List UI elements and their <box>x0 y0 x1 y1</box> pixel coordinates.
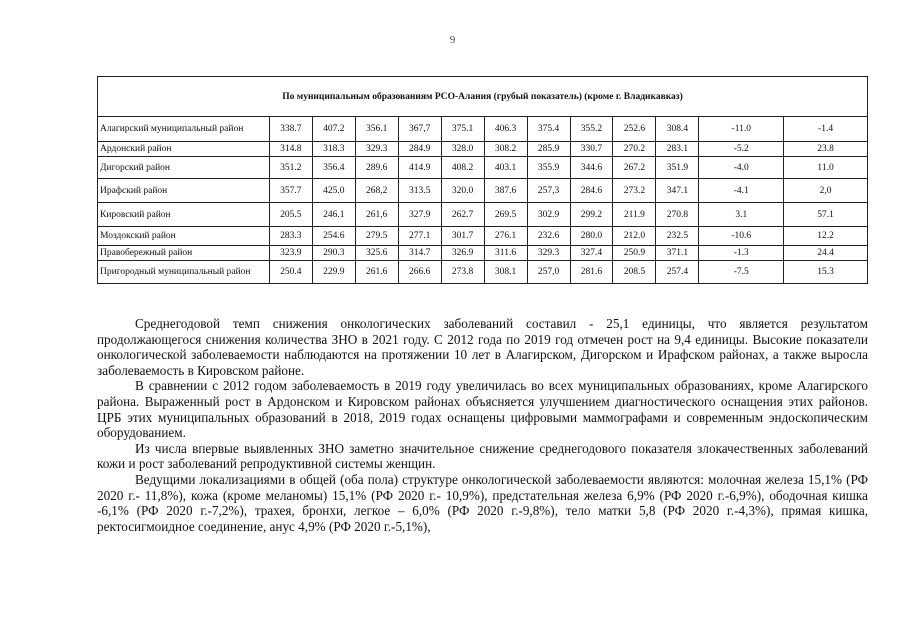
district-name: Пригородный муниципальный район <box>98 261 270 284</box>
table-cell: 273.8 <box>441 261 484 284</box>
incidence-table <box>97 76 868 284</box>
table-cell: 330.7 <box>570 142 613 157</box>
table-cell: -11.0 <box>699 117 784 142</box>
table-cell: 320.0 <box>441 179 484 203</box>
table-cell: 15.3 <box>784 261 868 284</box>
table-cell: -10.6 <box>699 227 784 246</box>
table-cell: 302.9 <box>527 203 570 227</box>
table-cell: 261.6 <box>355 261 398 284</box>
table-cell: 403.1 <box>484 157 527 179</box>
table-cell: 375.4 <box>527 117 570 142</box>
table-cell: 57.1 <box>784 203 868 227</box>
table-cell: 252.6 <box>613 117 656 142</box>
table-cell: 279.5 <box>355 227 398 246</box>
table-cell: 24.4 <box>784 246 868 261</box>
table-cell: 283.1 <box>656 142 699 157</box>
table-cell: 290.3 <box>312 246 355 261</box>
table-cell: 313.5 <box>398 179 441 203</box>
table-row <box>98 117 868 142</box>
district-name: Дигорский район <box>98 157 270 179</box>
table-row <box>98 142 868 157</box>
table-cell: 11.0 <box>784 157 868 179</box>
table-cell: 283.3 <box>269 227 312 246</box>
table-cell: 328.0 <box>441 142 484 157</box>
table-cell: 246.1 <box>312 203 355 227</box>
table-cell: 212.0 <box>613 227 656 246</box>
body-text <box>97 316 868 534</box>
table-cell: 267.2 <box>613 157 656 179</box>
table-title: По муниципальным образованиям РСО-Алания (грубый показатель) (кроме г. Владикавказ) <box>98 77 868 117</box>
table-cell: 257,0 <box>527 261 570 284</box>
table-cell: 414.9 <box>398 157 441 179</box>
table-cell: 268,2 <box>355 179 398 203</box>
table-row <box>98 179 868 203</box>
table-cell: 285.9 <box>527 142 570 157</box>
table-cell: 232.5 <box>656 227 699 246</box>
table-cell: 229.9 <box>312 261 355 284</box>
table-cell: 325.6 <box>355 246 398 261</box>
table-cell: 344.6 <box>570 157 613 179</box>
table-row <box>98 157 868 179</box>
table-cell: 355.2 <box>570 117 613 142</box>
table-cell: 289.6 <box>355 157 398 179</box>
table-cell: -1.3 <box>699 246 784 261</box>
district-name: Ардонский район <box>98 142 270 157</box>
table-cell: 205.5 <box>269 203 312 227</box>
table-cell: 266.6 <box>398 261 441 284</box>
table-row <box>98 261 868 284</box>
paragraph: Ведущими локализациями в общей (оба пола) структуре онкологической заболеваемости являются: молочная железа 15,1% (РФ 2020 г.- 11,8%), кожа (кроме меланомы) 15,1% (РФ 2020 г.- 10,9%), предстательная железа 6,9% (РФ 2020 г.-6,9%), ободочная кишка -6,1% (РФ 2020 г.-7,2%), трахея, бронхи, легкое – 6,0% (РФ 2020 г.-9,8%), тело матки 5,8 (РФ 2020 г.-4,3%), прямая кишка, ректосигмоидное соединение, анус 4,9% (РФ 2020 г.-5,1%), <box>97 471 868 534</box>
table-cell: 308.2 <box>484 142 527 157</box>
table-cell: 269.5 <box>484 203 527 227</box>
table-cell: -1.4 <box>784 117 868 142</box>
table-cell: 425.0 <box>312 179 355 203</box>
table-cell: 314.8 <box>269 142 312 157</box>
district-name: Моздокский район <box>98 227 270 246</box>
table-cell: 329.3 <box>355 142 398 157</box>
table-cell: 299.2 <box>570 203 613 227</box>
table-cell: 277.1 <box>398 227 441 246</box>
table-cell: 318.3 <box>312 142 355 157</box>
table-cell: 375.1 <box>441 117 484 142</box>
table-cell: 311.6 <box>484 246 527 261</box>
table-cell: 23.8 <box>784 142 868 157</box>
table-cell: 371.1 <box>656 246 699 261</box>
table-cell: 356.4 <box>312 157 355 179</box>
table-cell: 355.9 <box>527 157 570 179</box>
table-cell: 351.9 <box>656 157 699 179</box>
table-cell: 351.2 <box>269 157 312 179</box>
table-cell: 250.9 <box>613 246 656 261</box>
table-cell: 254.6 <box>312 227 355 246</box>
table-cell: 3.1 <box>699 203 784 227</box>
table-cell: 367,7 <box>398 117 441 142</box>
table-cell: 327.9 <box>398 203 441 227</box>
table-cell: 12.2 <box>784 227 868 246</box>
table-cell: 280.0 <box>570 227 613 246</box>
table-cell: 276.1 <box>484 227 527 246</box>
table-cell: 232.6 <box>527 227 570 246</box>
table-cell: -7.5 <box>699 261 784 284</box>
district-name: Кировский район <box>98 203 270 227</box>
table-cell: -4.1 <box>699 179 784 203</box>
table-cell: 408.2 <box>441 157 484 179</box>
paragraph: В сравнении с 2012 годом заболеваемость в 2019 году увеличилась во всех муниципальных образованиях, кроме Алагирского района. Выраженный рост в Ардонском и Кировском районах объясняется улучшением диагностического оснащения этих районов. ЦРБ этих муниципальных образований в 2018, 2019 годах оснащены цифровыми маммографами и современным эндоскопическим оборудованием. <box>97 378 868 441</box>
table-cell: 406.3 <box>484 117 527 142</box>
table-cell: 262.7 <box>441 203 484 227</box>
table-cell: 273.2 <box>613 179 656 203</box>
table-cell: 314.7 <box>398 246 441 261</box>
table-cell: 270.8 <box>656 203 699 227</box>
table-cell: 357.7 <box>269 179 312 203</box>
table-title-row <box>98 77 868 117</box>
table-cell: 347.1 <box>656 179 699 203</box>
table-row <box>98 203 868 227</box>
district-name: Правобережный район <box>98 246 270 261</box>
district-name: Ирафский район <box>98 179 270 203</box>
table-cell: 284.9 <box>398 142 441 157</box>
table-cell: -5.2 <box>699 142 784 157</box>
table-cell: 257.4 <box>656 261 699 284</box>
table-cell: 308.4 <box>656 117 699 142</box>
table-cell: 308.1 <box>484 261 527 284</box>
table-cell: 250.4 <box>269 261 312 284</box>
table-cell: 281.6 <box>570 261 613 284</box>
table-row <box>98 246 868 261</box>
table-cell: 327.4 <box>570 246 613 261</box>
table-cell: 323.9 <box>269 246 312 261</box>
table-cell: 257,3 <box>527 179 570 203</box>
table-cell: 208.5 <box>613 261 656 284</box>
table-cell: 284.6 <box>570 179 613 203</box>
table-cell: 261,6 <box>355 203 398 227</box>
table-cell: 326.9 <box>441 246 484 261</box>
table-cell: 356.1 <box>355 117 398 142</box>
table-cell: 407.2 <box>312 117 355 142</box>
table-cell: 211.9 <box>613 203 656 227</box>
table-cell: 2,0 <box>784 179 868 203</box>
paragraph: Из числа впервые выявленных ЗНО заметно значительное снижение среднегодового показателя злокачественных заболеваний кожи и рост заболеваний репродуктивной системы женщин. <box>97 440 868 472</box>
table-cell: 338.7 <box>269 117 312 142</box>
table-cell: 270.2 <box>613 142 656 157</box>
table-row <box>98 227 868 246</box>
table-cell: -4.0 <box>699 157 784 179</box>
table-cell: 301.7 <box>441 227 484 246</box>
table-cell: 387.6 <box>484 179 527 203</box>
page-number: 9 <box>449 34 456 46</box>
district-name: Алагирский муниципальный район <box>98 117 270 142</box>
table-cell: 329.3 <box>527 246 570 261</box>
paragraph: Среднегодовой темп снижения онкологических заболеваний составил - 25,1 единицы, что является результатом продолжающегося снижения количества ЗНО в 2021 году. С 2012 года по 2019 год отмечен рост на 9,4 единицы. Высокие показатели онкологической заболеваемости наблюдаются на протяжении 10 лет в Алагирском, Дигорском и Ирафском районах, а также выросла заболеваемость в Кировском районе. <box>97 316 868 378</box>
